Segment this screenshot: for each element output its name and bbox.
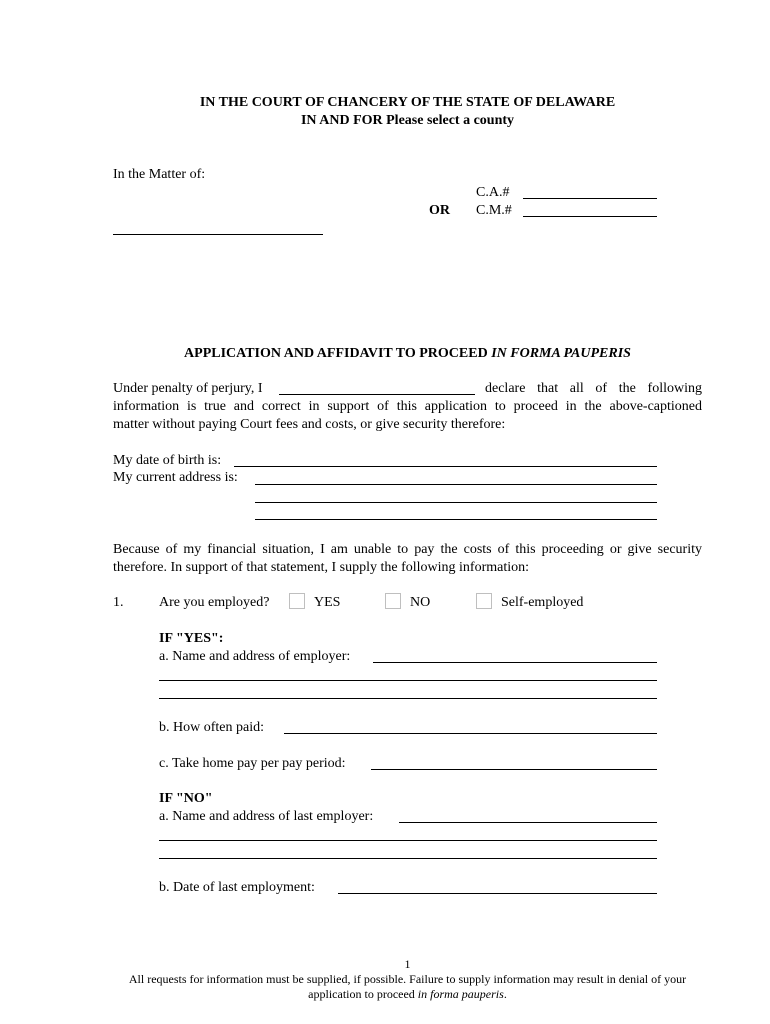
- employer-field-line-2[interactable]: [159, 680, 657, 681]
- or-label: OR: [429, 203, 450, 218]
- document-title: [0, 346, 770, 362]
- footer-line-2-prefix: application to proceed: [308, 987, 418, 1001]
- dob-label: My date of birth is:: [113, 453, 222, 468]
- question-1-text: Are you employed?: [159, 595, 270, 610]
- last-employer-field-line-3[interactable]: [159, 858, 657, 859]
- cm-label: C.M.#: [476, 203, 512, 218]
- footer-line-2-suffix: .: [503, 987, 507, 1001]
- employed-yes-label: YES: [314, 595, 341, 610]
- title-main: APPLICATION AND AFFIDAVIT TO PROCEED: [184, 346, 492, 361]
- intro-line-3: matter without paying Court fees and costs, or give security therefore:: [113, 417, 506, 432]
- matter-label: In the Matter of:: [113, 167, 206, 182]
- employed-yes-checkbox[interactable]: [289, 593, 305, 609]
- employer-field-line-3[interactable]: [159, 698, 657, 699]
- footer-line-2: [100, 987, 715, 1002]
- address-field-line-1[interactable]: [255, 484, 657, 485]
- take-home-pay-label: c. Take home pay per pay period:: [159, 756, 346, 771]
- ca-label: C.A.#: [476, 185, 510, 200]
- ca-number-field[interactable]: [523, 198, 657, 199]
- page-number: 1: [404, 957, 411, 971]
- employer-field-line-1[interactable]: [373, 662, 657, 663]
- matter-name-field[interactable]: [113, 234, 323, 235]
- dob-field[interactable]: [234, 466, 657, 467]
- last-employer-field-line-1[interactable]: [399, 822, 657, 823]
- court-heading: IN THE COURT OF CHANCERY OF THE STATE OF DELAWARE: [199, 95, 616, 110]
- cm-number-field[interactable]: [523, 216, 657, 217]
- question-1-number: 1.: [113, 595, 124, 610]
- self-employed-checkbox[interactable]: [476, 593, 492, 609]
- applicant-name-field[interactable]: [279, 394, 475, 395]
- last-employer-field-line-2[interactable]: [159, 840, 657, 841]
- employer-label: a. Name and address of employer:: [159, 649, 351, 664]
- last-employment-date-field[interactable]: [338, 893, 657, 894]
- employed-no-checkbox[interactable]: [385, 593, 401, 609]
- title-italic: IN FORMA PAUPERIS: [491, 346, 631, 361]
- intro-after-blank: declare that all of the following: [485, 381, 702, 396]
- intro-line-2: information is true and correct in support of this application to proceed in the above-captioned: [113, 399, 702, 414]
- last-employment-date-label: b. Date of last employment:: [159, 880, 315, 895]
- last-employer-label: a. Name and address of last employer:: [159, 809, 374, 824]
- footer-line-2-italic: in forma pauperis: [417, 987, 504, 1001]
- financial-line-1: Because of my financial situation, I am unable to pay the costs of this proceeding or give security: [113, 542, 702, 557]
- employed-no-label: NO: [410, 595, 431, 610]
- financial-line-2: therefore. In support of that statement, I supply the following information:: [113, 560, 530, 575]
- county-heading: [0, 113, 770, 129]
- footer-line-1: All requests for information must be supplied, if possible. Failure to supply information may result in denial of your: [128, 972, 687, 986]
- address-label: My current address is:: [113, 470, 238, 485]
- address-field-line-3[interactable]: [255, 519, 657, 520]
- how-often-paid-field[interactable]: [284, 733, 657, 734]
- county-prefix: IN AND FOR: [300, 113, 383, 128]
- county-select[interactable]: Please select a county: [386, 113, 515, 128]
- self-employed-label: Self-employed: [501, 595, 584, 610]
- if-no-heading: IF "NO": [159, 791, 213, 806]
- address-field-line-2[interactable]: [255, 502, 657, 503]
- intro-prefix: Under penalty of perjury, I: [113, 381, 263, 396]
- how-often-paid-label: b. How often paid:: [159, 720, 264, 735]
- if-yes-heading: IF "YES":: [159, 631, 224, 646]
- take-home-pay-field[interactable]: [371, 769, 657, 770]
